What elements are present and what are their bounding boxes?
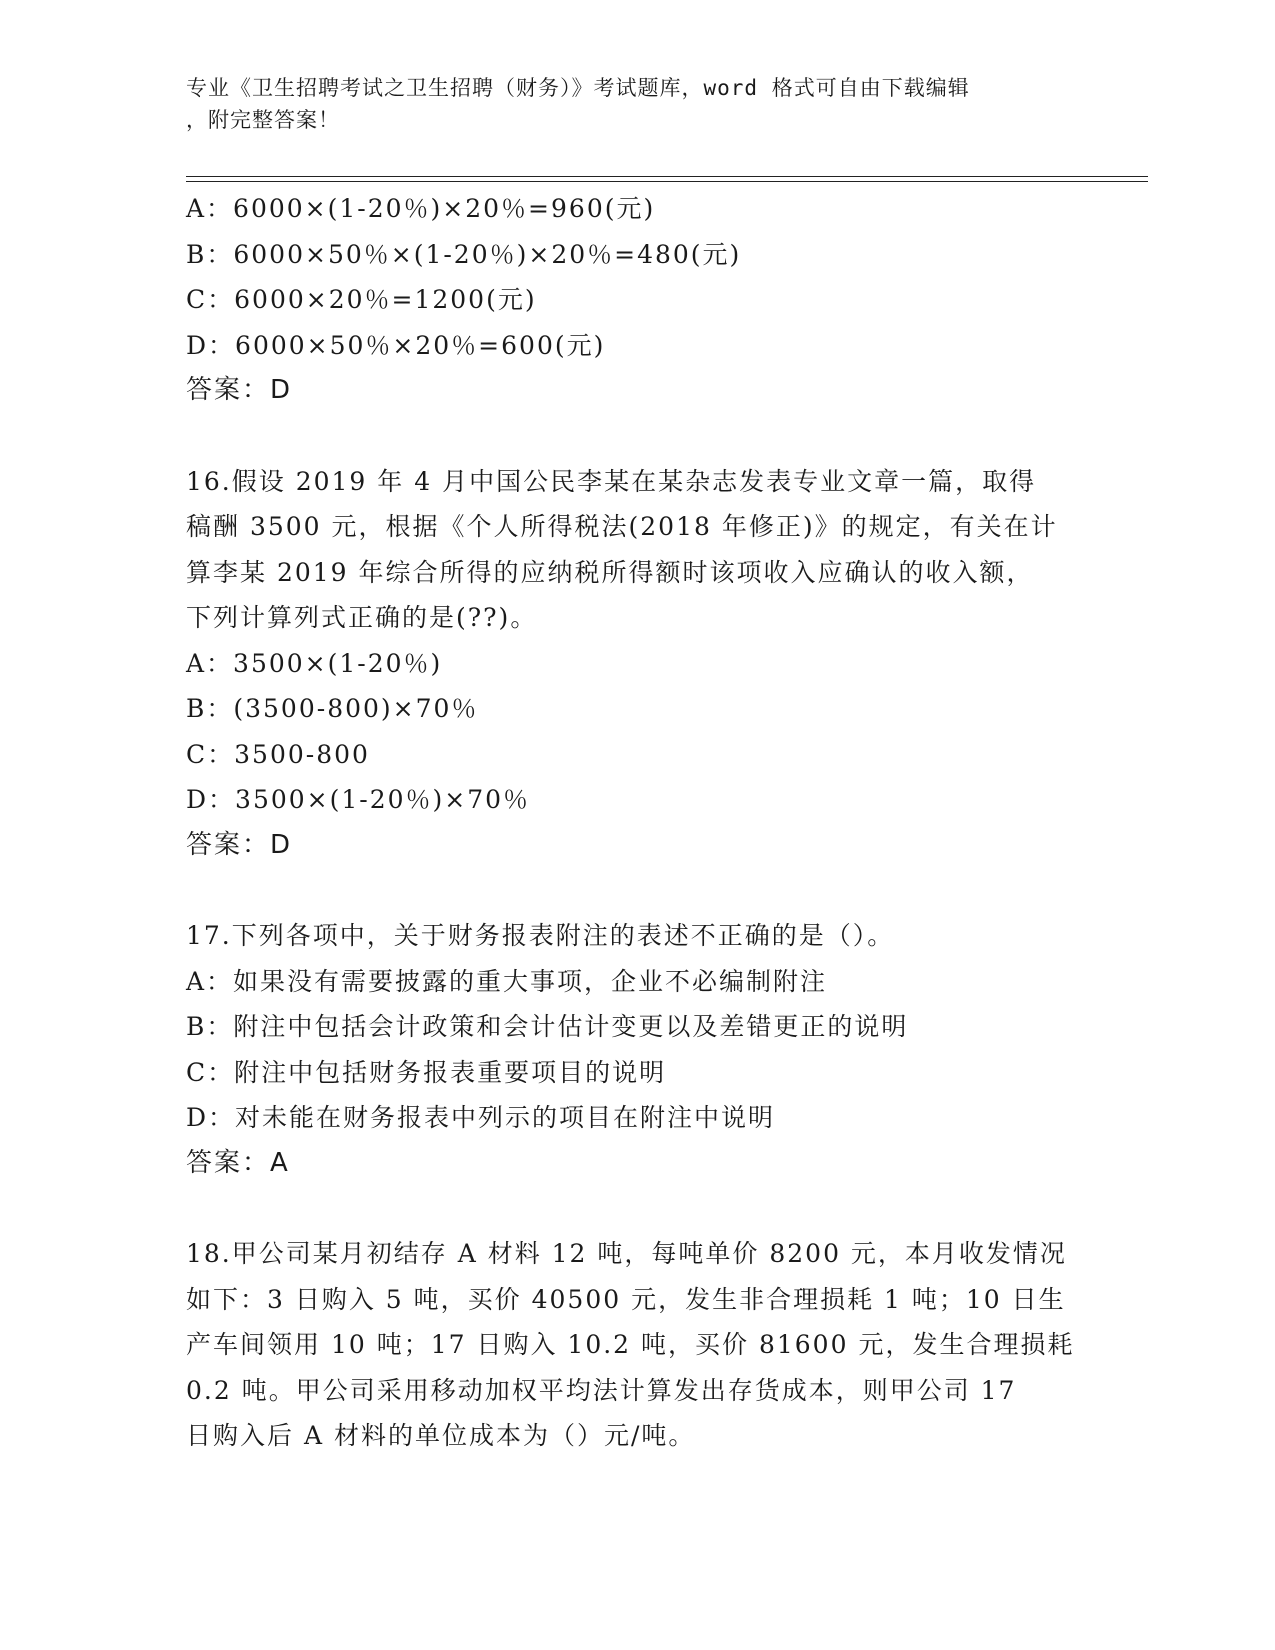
option-c: C：6000×20％=1200(元) (186, 285, 537, 314)
option-b: B：6000×50％×(1-20％)×20％=480(元) (186, 239, 742, 269)
question-text: 18.甲公司某月初结存 A 材料 12 吨，每吨单价 8200 元，本月收发情况 (186, 1239, 1067, 1268)
document-body (186, 186, 1086, 1459)
question-16 (186, 459, 1086, 869)
option-a: A：3500×(1-20％) (186, 648, 443, 678)
page-header (186, 72, 1086, 136)
option-a: A：如果没有需要披露的重大事项，企业不必编制附注 (186, 966, 828, 996)
question-text: 下列计算列式正确的是(??)。 (186, 603, 538, 632)
header-line: 专业《卫生招聘考试之卫生招聘（财务）》考试题库，word 格式可自由下载编辑 (186, 76, 970, 100)
header-divider (186, 181, 1148, 182)
question-text: 16.假设 2019 年 4 月中国公民李某在某杂志发表专业文章一篇，取得 (186, 466, 1037, 496)
answer: 答案：D (186, 375, 293, 405)
option-d: D：6000×50％×20％=600(元) (186, 330, 606, 360)
option-c: C：附注中包括财务报表重要项目的说明 (186, 1057, 667, 1087)
question-text: 如下：3 日购入 5 吨，买价 40500 元，发生非合理损耗 1 吨；10 日生 (186, 1284, 1066, 1314)
question-18 (186, 1231, 1086, 1459)
option-d: D：3500×(1-20％)×70％ (186, 785, 531, 814)
spacer (186, 414, 1086, 459)
question-text: 日购入后 A 材料的单位成本为（）元/吨。 (186, 1421, 696, 1450)
header-line: ，附完整答案！ (186, 108, 340, 132)
option-a: A：6000×(1-20％)×20％=960(元) (186, 194, 656, 223)
question-text: 算李某 2019 年综合所得的应纳税所得额时该项收入应确认的收入额， (186, 557, 1034, 587)
answer: 答案：A (186, 1147, 290, 1178)
question-text: 0.2 吨。甲公司采用移动加权平均法计算发出存货成本，则甲公司 17 (186, 1375, 1017, 1405)
question-text: 产车间领用 10 吨；17 日购入 10.2 吨，买价 81600 元，发生合理损耗 (186, 1330, 1075, 1359)
question-text: 17.下列各项中，关于财务报表附注的表述不正确的是（）。 (186, 921, 895, 950)
spacer (186, 868, 1086, 913)
question-text: 稿酬 3500 元，根据《个人所得税法(2018 年修正)》的规定，有关在计 (186, 512, 1058, 541)
question-17 (186, 913, 1086, 1186)
option-d: D：对未能在财务报表中列示的项目在附注中说明 (186, 1103, 776, 1132)
spacer (186, 1186, 1086, 1231)
answer: 答案：D (186, 829, 293, 860)
option-b: B：附注中包括会计政策和会计估计变更以及差错更正的说明 (186, 1012, 909, 1041)
option-b: B：(3500-800)×70％ (186, 694, 479, 723)
option-c: C：3500-800 (186, 739, 370, 769)
header-divider (186, 176, 1148, 177)
question-15 (186, 186, 1086, 414)
